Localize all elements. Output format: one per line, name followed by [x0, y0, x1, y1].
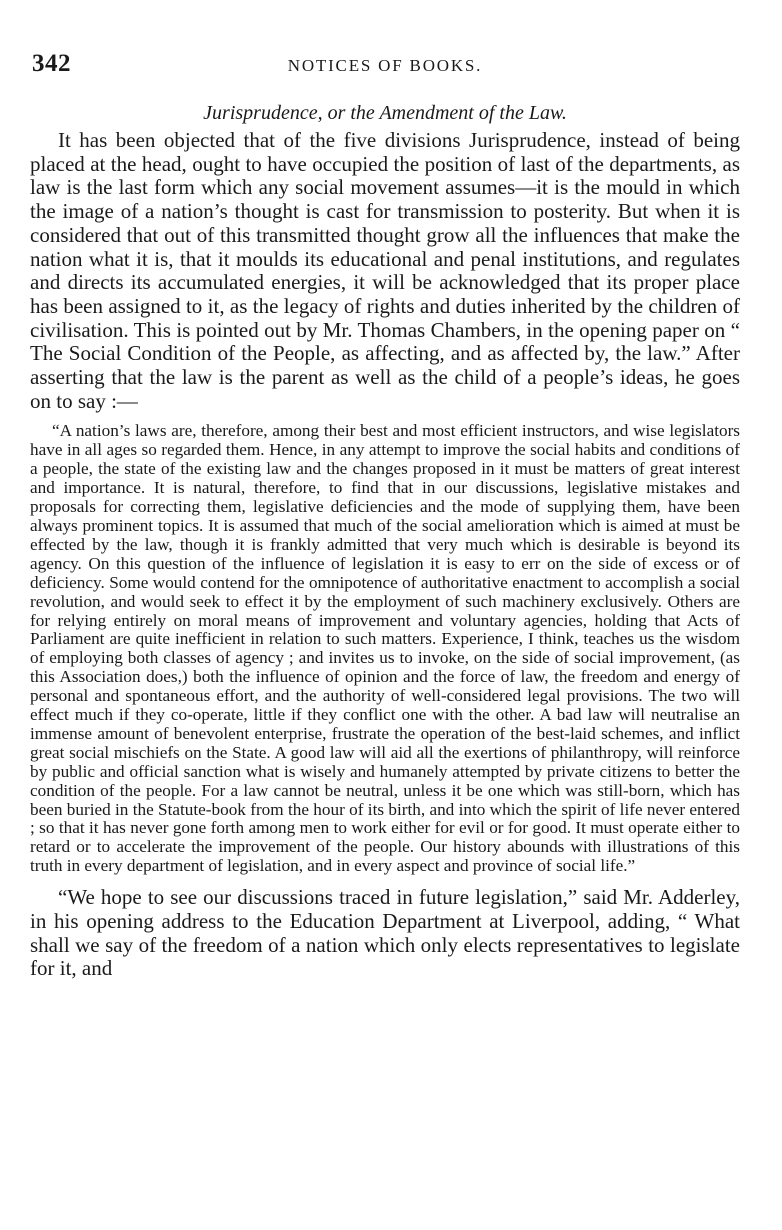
running-title: NOTICES OF BOOKS. [287, 56, 483, 75]
block-quotation: “A nation’s laws are, therefore, among their best and most efficient instructors, and wise legislators have in all ages so regarded them. Hence, in any attempt to improve the social habits and conditions of a people, the state of the existing law and the changes proposed in it must be matters of great interest and importance. It is natural, therefore, to find that in our discussions, legislative mistakes and proposals for correcting them, legislative deficiencies and the mode of supplying them, have been always prominent topics. It is assumed that much of the social amelioration which is aimed at must be effected by the law, though it is frankly admitted that very much which is desirable is beyond its agency. On this question of the influence of legislation it is easy to err on the side of excess or of deficiency. Some would contend for the omnipotence of authoritative enactment to accomplish a social revolution, and would seek to effect it by the employment of such machinery exclusively. Others are for relying entirely on moral means of improvement and voluntary agencies, holding that Acts of Parliament are quite inefficient in relation to such matters. Experience, I think, teaches us the wisdom of employing both classes of agency ; and invites us to invoke, on the side of social improvement, (as this Association does,) both the influence of opinion and the force of law, the freedom and energy of personal and spontaneous effort, and the authority of well-considered legal provisions. The two will effect much if they co-operate, little if they conflict one with the other. A bad law will neutralise an immense amount of benevolent enterprise, frustrate the operation of the best-laid schemes, and inflict great social mischiefs on the State. A good law will aid all the exertions of philanthropy, will reinforce by public and official sanction what is wisely and humanely attempted by private citizens to better the condition of the people. For a law cannot be neutral, unless it be one which was still-born, which has been buried in the Statute-book from the hour of its birth, and into which the spirit of life never entered ; so that it has never gone forth among men to work either for evil or for good. It must operate either to retard or to accelerate the improvement of the people. Our history abounds with illustrations of this truth in every department of legislation, and in every aspect and province of social life.” [30, 421, 740, 876]
body-paragraph: “We hope to see our discussions traced in future legislation,” said Mr. Adderley, in his opening address to the Education Department at Liverpool, adding, “ What shall we say of the freedom of a nation which only elects representatives to legislate for it, and [30, 885, 740, 981]
page-number: 342 [32, 50, 71, 77]
book-page [30, 50, 740, 981]
body-paragraph: It has been objected that of the five divisions Jurisprudence, instead of being placed at the head, ought to have occupied the position of last of the departments, as law is the last form which any social movement assumes—it is the mould in which the image of a nation’s thought is cast for transmission to posterity. But when it is considered that out of this transmitted thought grow all the influences that make the nation what it is, that it moulds its educational and penal institutions, and regulates and directs its accumulated energies, it will be acknowledged that its proper place has been assigned to it, as the legacy of rights and duties inherited by the children of civilisation. This is pointed out by Mr. Thomas Chambers, in the opening paper on “ The Social Condition of the People, as affecting, and as affected by, the law.” After asserting that the law is the parent as well as the child of a people’s ideas, he goes on to say :— [30, 128, 740, 413]
section-title: Jurisprudence, or the Amendment of the Law. [203, 102, 567, 124]
running-head [30, 50, 740, 90]
